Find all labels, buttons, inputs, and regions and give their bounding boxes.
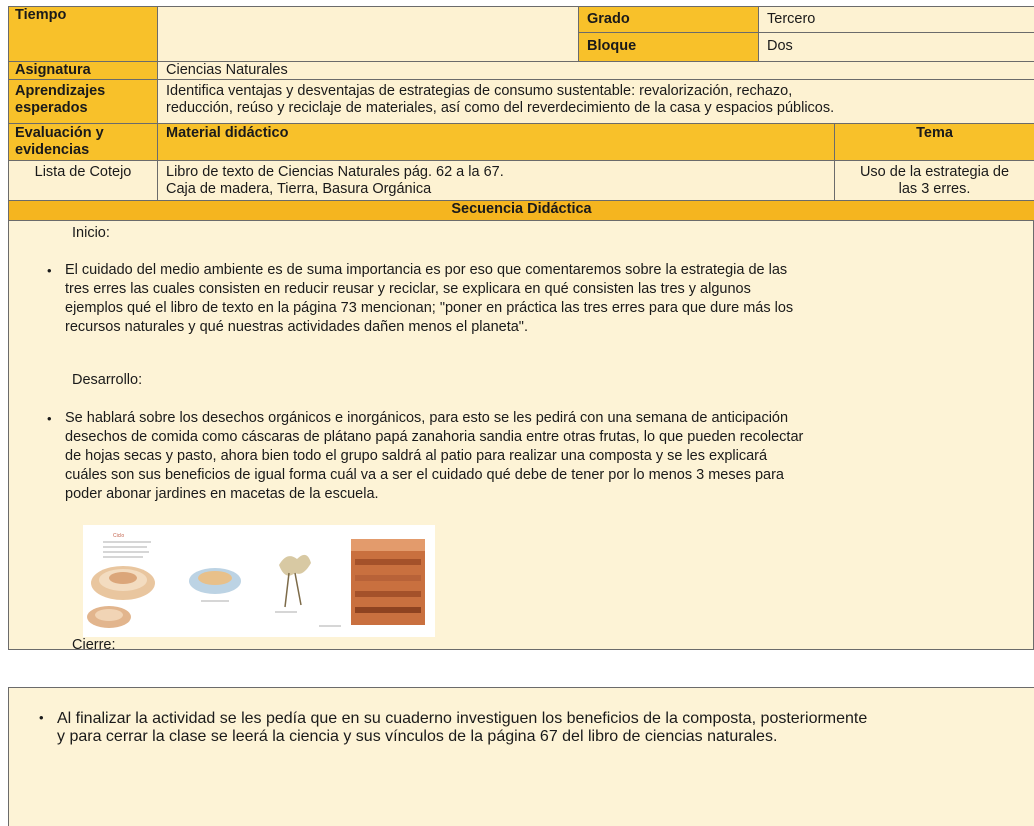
cierre-box: [8, 687, 1034, 826]
tema-line1: Uso de la estrategia de: [859, 164, 1010, 180]
desarrollo-item: [43, 409, 1003, 504]
desarrollo-label: Desarrollo:: [72, 372, 143, 388]
compost-illustration-drawing: [83, 525, 435, 637]
inicio-list: [43, 261, 1003, 337]
inicio-line: ejemplos qué el libro de texto en la página 73 mencionan; "poner en práctica las tres erres para que dure más los: [65, 300, 794, 316]
cierre-line: y para cerrar la clase se leerá la ciencia y sus vínculos de la página 67 del libro de ciencias naturales.: [57, 728, 778, 745]
lesson-plan-table: [8, 6, 1034, 221]
svg-text:Ciclo: Ciclo: [113, 533, 125, 539]
cierre-item: [35, 710, 995, 746]
desarrollo-list: [43, 409, 1003, 504]
bloque-label: Bloque: [579, 33, 759, 62]
inicio-label: Inicio:: [72, 225, 110, 241]
inicio-item: [43, 261, 1003, 337]
desarrollo-line: de hojas secas y pasto, ahora bien todo el grupo saldrá al patio para realizar una composta y se les explicará: [65, 448, 768, 464]
inicio-line: recursos naturales y qué nuestras actividades dañen menos el planeta".: [65, 319, 528, 335]
desarrollo-line: desechos de comida como cáscaras de plátano papá zanahoria sandia entre otras frutas, lo que pueden recolectar: [65, 429, 804, 445]
material-line2: Caja de madera, Tierra, Basura Orgánica: [166, 181, 432, 197]
aprendizajes-line2: reducción, reúso y reciclaje de materiales, así como del reverdecimiento de la casa y espacios públicos.: [166, 100, 835, 116]
aprendizajes-label-line2: esperados: [15, 100, 88, 116]
secuencia-title: Secuencia Didáctica: [9, 201, 1034, 221]
evaluacion-label: [9, 124, 158, 161]
material-label: Material didáctico: [158, 124, 835, 161]
grado-label: Grado: [579, 7, 759, 33]
cierre-list: [35, 710, 995, 746]
material-line1: Libro de texto de Ciencias Naturales pág. 62 a la 67.: [166, 164, 504, 180]
compost-layers-illustration: [83, 525, 435, 637]
aprendizajes-label: [9, 80, 158, 124]
material-value: [158, 161, 835, 201]
inicio-line: tres erres las cuales consisten en reducir reusar y reciclar, se explicara en qué consisten las tres y algunos: [65, 281, 751, 297]
aprendizajes-label-line1: Aprendizajes: [15, 83, 106, 99]
lesson-plan-page: [8, 6, 1034, 653]
secuencia-body: [8, 221, 1034, 653]
aprendizajes-line1: Identifica ventajas y desventajas de estrategias de consumo sustentable: revalorización, rechazo,: [166, 83, 793, 99]
tema-value: [835, 161, 1034, 201]
bloque-value: Dos: [759, 33, 1034, 62]
desarrollo-line: cuáles son sus beneficios de igual forma cuál va a ser el cuidado qué debe de tener por lo menos 3 meses para: [65, 467, 784, 483]
tiempo-label: Tiempo: [9, 7, 158, 62]
tiempo-value: [158, 7, 579, 62]
desarrollo-line: poder abonar jardines en macetas de la escuela.: [65, 486, 379, 502]
tema-label: Tema: [835, 124, 1034, 161]
cierre-label: Cierre:: [72, 637, 116, 653]
grado-value: Tercero: [759, 7, 1034, 33]
evaluacion-value: Lista de Cotejo: [9, 161, 158, 201]
tema-line2: las 3 erres.: [898, 181, 971, 197]
cierre-line: • Al finalizar la actividad se les pedía que en su cuaderno investiguen los beneficios de la composta, posteriormente: [57, 710, 868, 727]
aprendizajes-value: [158, 80, 1034, 124]
asignatura-value: Ciencias Naturales: [158, 62, 1034, 80]
desarrollo-line: • Se hablará sobre los desechos orgánicos e inorgánicos, para esto se les pedirá con una semana de anticipación: [65, 410, 789, 426]
asignatura-label: Asignatura: [9, 62, 158, 80]
evaluacion-label-line1: Evaluación y: [15, 125, 104, 141]
evaluacion-label-line2: evidencias: [15, 142, 90, 158]
inicio-line: • El cuidado del medio ambiente es de suma importancia es por eso que comentaremos sobre la estrategia de las: [65, 262, 788, 278]
